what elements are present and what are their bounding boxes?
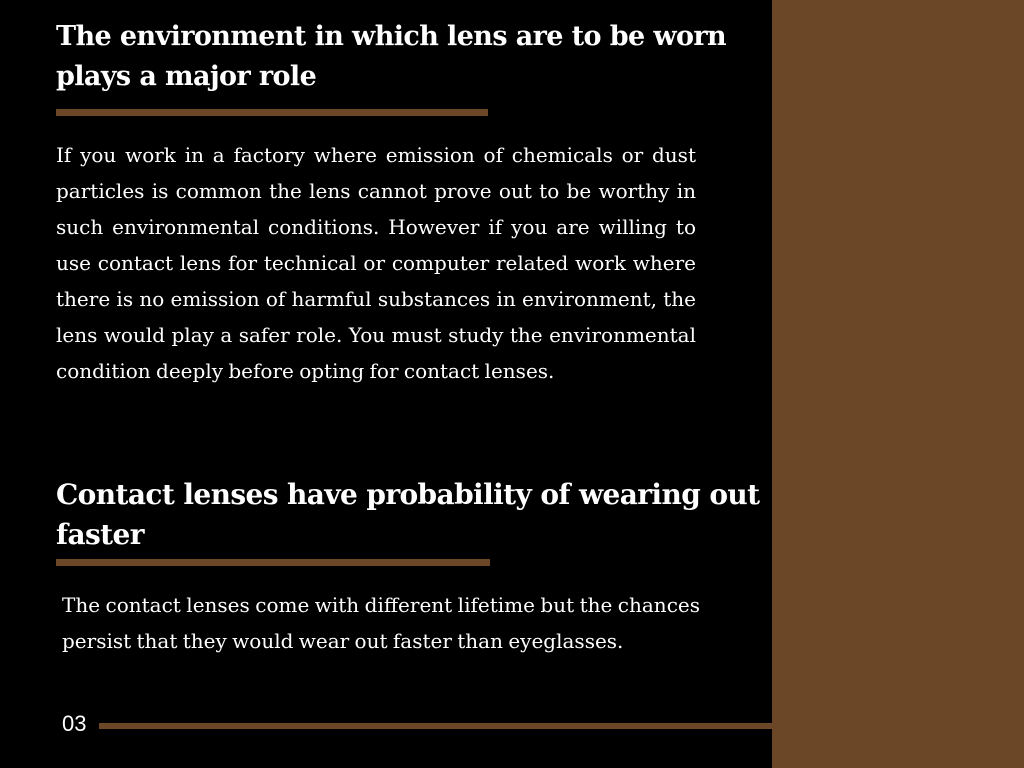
section-2-heading [56, 475, 760, 555]
footer-divider [99, 723, 772, 729]
section-2-heading-line-2: faster [56, 518, 144, 551]
section-1-heading-line-1: The environment in which lens are to be worn [56, 21, 727, 52]
section-1-heading [56, 17, 726, 97]
section-1-heading-line-2: plays a major role [56, 61, 317, 92]
section-2-heading-line-1: Contact lenses have probability of wearing out [56, 478, 760, 511]
section-1-body: If you work in a factory where emission of chemicals or dust particles is common the lens cannot prove out to be worthy in such environmental conditions. However if you are willing to use contact lens for technical or computer related work where there is no emission of harmful substances in environment, the lens would play a safer role. You must study the environmental condition deeply before opting for contact lenses. [56, 143, 696, 383]
page-number: 03 [62, 711, 87, 736]
accent-side-panel [772, 0, 1024, 768]
section-2-body: The contact lenses come with different lifetime but the chances persist that they would wear out faster than eyeglasses. [62, 593, 700, 653]
section-2-divider [56, 559, 490, 566]
section-1-divider [56, 109, 488, 116]
